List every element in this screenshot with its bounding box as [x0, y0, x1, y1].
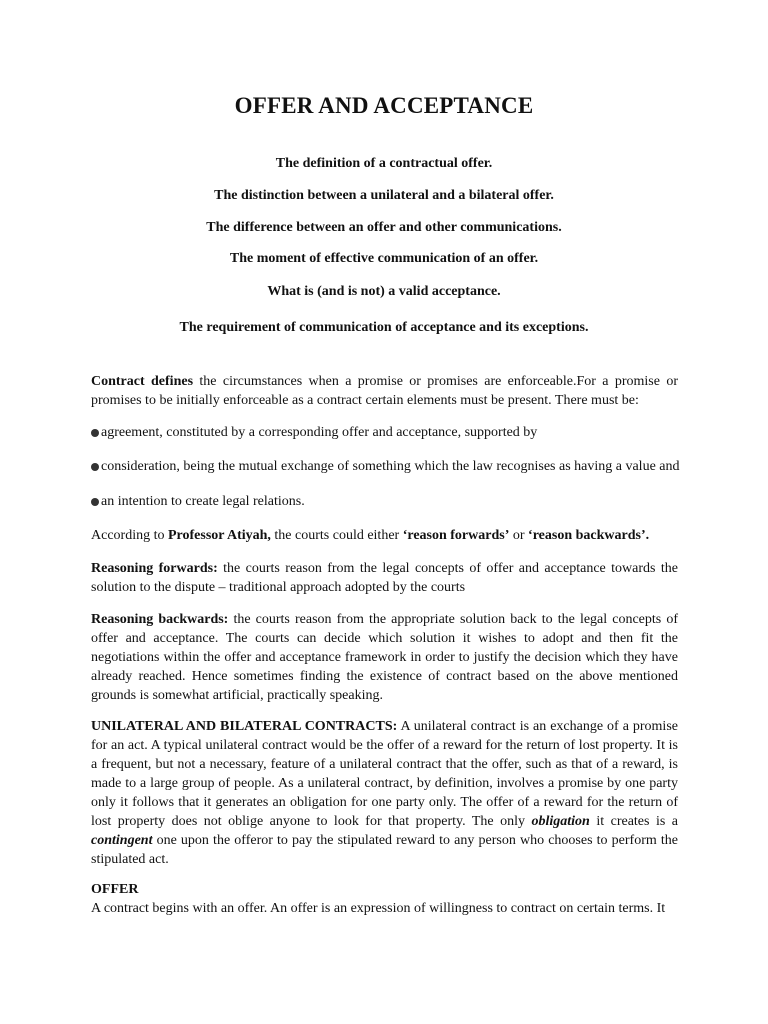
unilateral-text-1: A unilateral contract is an exchange of a promise for an act. A typical unilateral contract would be the offer of a reward for the return of lost property. It is a frequent, but not a necessary, feature of a unilateral contract that the offer, such as that of a reward, is made to a large group of people. As a unilateral contract, by definition, involves a promise by one party only it follows that it generates an obligation for one party only. The offer of a reward for the return of lost property does not oblige anyone to look for that property. The only: [91, 719, 678, 829]
obligation-emphasis: obligation: [531, 814, 590, 829]
objective-6: The requirement of communication of acceptance and its exceptions.: [179, 320, 589, 335]
atiyah-name: Professor Atiyah,: [167, 528, 271, 543]
contingent-emphasis: contingent: [91, 833, 153, 848]
intro-lead: Contract defines: [91, 374, 194, 389]
forwards-lead: Reasoning forwards:: [91, 561, 218, 576]
atiyah-option-forwards: ‘reason forwards’: [402, 528, 510, 543]
unilateral-lead: UNILATERAL AND BILATERAL CONTRACTS:: [91, 719, 398, 734]
backwards-text: the courts reason from the appropriate solution back to the legal concepts of offer and acceptance. The courts can decide which solution it wishes to adopt and then fit the negotiations within the offer and acceptance framework in order to justify the decision which they have already reached. Hence sometimes finding the existence of contract based on the above mentioned grounds is somewhat artificial, practically speaking.: [91, 612, 678, 703]
unilateral-text-3: one upon the offeror to pay the stipulated reward to any person who chooses to perform the stipulated act.: [91, 833, 678, 867]
atiyah-mid: the courts could either: [270, 528, 403, 543]
backwards-lead: Reasoning backwards:: [91, 612, 229, 627]
bullet-icon: [91, 429, 99, 437]
bullet-text: consideration, being the mutual exchange of something which the law recognises as having a value and: [101, 459, 680, 474]
bullet-icon: [91, 498, 99, 506]
objective-5: What is (and is not) a valid acceptance.: [267, 284, 501, 299]
unilateral-paragraph: [91, 717, 678, 869]
atiyah-paragraph: [91, 526, 678, 545]
atiyah-option-backwards: ‘reason backwards’.: [528, 528, 650, 543]
objective-4: The moment of effective communication of an offer.: [229, 251, 539, 266]
bullet-text: an intention to create legal relations.: [101, 494, 305, 509]
bullet-item: [91, 457, 691, 476]
objective-2: The distinction between a unilateral and a bilateral offer.: [214, 188, 554, 203]
offer-heading: OFFER: [91, 882, 139, 897]
bullet-icon: [91, 463, 99, 471]
offer-paragraph: A contract begins with an offer. An offer is an expression of willingness to contract on certain terms. It: [91, 901, 666, 916]
intro-text: the circumstances when a promise or promises are enforceable.For a promise or promises to be initially enforceable as a contract certain elements must be present. There must be:: [91, 374, 679, 408]
forwards-paragraph: [91, 559, 678, 597]
objective-3: The difference between an offer and other communications.: [206, 220, 562, 235]
unilateral-text-2: it creates is a: [589, 814, 678, 829]
atiyah-or: or: [509, 528, 529, 543]
forwards-text: the courts reason from the legal concepts of offer and acceptance towards the solution to the dispute – traditional approach adopted by the courts: [91, 561, 678, 595]
atiyah-pre: According to: [91, 528, 168, 543]
objective-1: The definition of a contractual offer.: [275, 156, 493, 171]
document-title: OFFER AND ACCEPTANCE: [234, 93, 534, 118]
bullet-text: agreement, constituted by a corresponding offer and acceptance, supported by: [101, 425, 538, 440]
backwards-paragraph: [91, 610, 678, 705]
bullet-item: [91, 423, 691, 442]
bullet-item: [91, 492, 691, 511]
intro-paragraph: [91, 372, 678, 410]
